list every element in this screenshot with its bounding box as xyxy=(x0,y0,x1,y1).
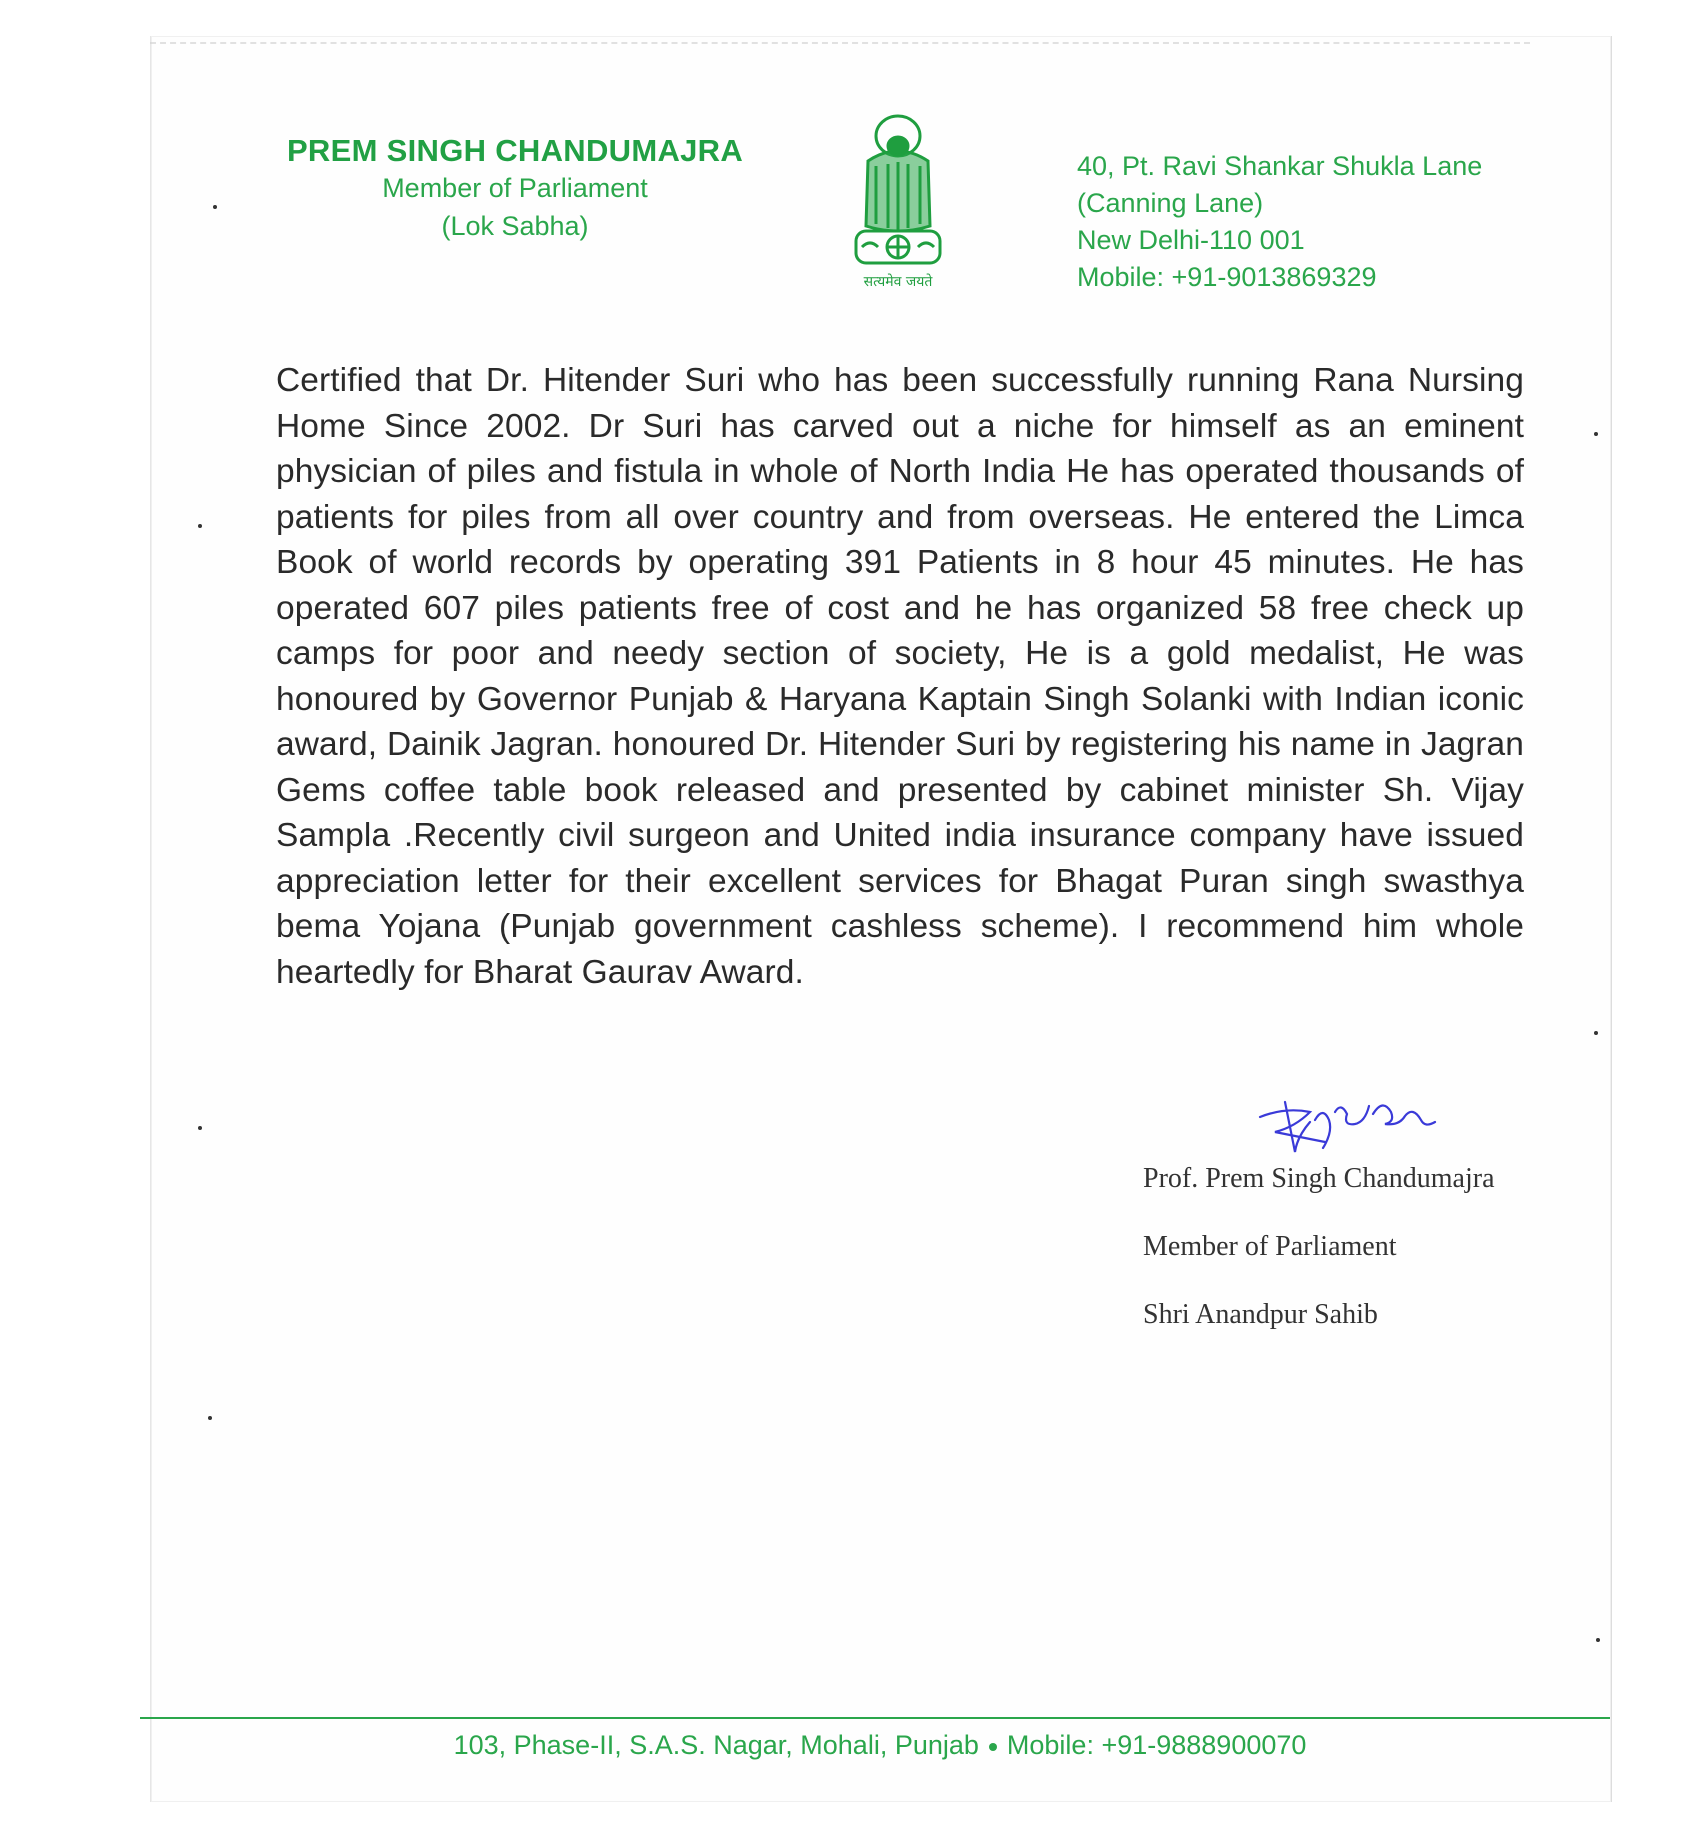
scan-speck xyxy=(1594,432,1598,436)
scan-speck xyxy=(1594,1031,1598,1035)
footer-divider xyxy=(140,1717,1610,1719)
letterhead-footer xyxy=(150,1730,1610,1761)
address-mobile: Mobile: +91-9013869329 xyxy=(1077,262,1377,292)
footer-mobile: Mobile: +91-9888900070 xyxy=(1006,1730,1307,1760)
handwritten-signature xyxy=(1255,1082,1455,1172)
emblem-motto: सत्यमेव जयते xyxy=(863,274,933,290)
footer-address: 103, Phase-II, S.A.S. Nagar, Mohali, Punjab xyxy=(453,1730,979,1760)
sender-title: Member of Parliament xyxy=(382,173,648,203)
signatory-title: Member of Parliament xyxy=(1143,1231,1397,1262)
scan-speck xyxy=(208,1416,212,1420)
signatory-name: Prof. Prem Singh Chandumajra xyxy=(1143,1163,1495,1194)
address-line: 40, Pt. Ravi Shankar Shukla Lane xyxy=(1077,151,1483,181)
certificate-body: Certified that Dr. Hitender Suri who has been successfully running Rana Nursing Home Since 2002. Dr Suri has carved out a niche for himself as an eminent physician of piles and fistula in whole of North India He has operated thousands of patients for piles from all over country and from overseas. He entered the Limca Book of world records by operating 391 Patients in 8 hour 45 minutes. He has operated 607 piles patients free of cost and he has organized 58 free check up camps for poor and needy section of society, He is a gold medalist, He was honoured by Governor Punjab & Haryana Kaptain Singh Solanki with Indian iconic award, Dainik Jagran. honoured Dr. Hitender Suri by registering his name in Jagran Gems coffee table book released and presented by cabinet minister Sh. Vijay Sampla .Recently civil surgeon and United india insurance company have issued appreciation letter for their excellent services for Bhagat Puran singh swasthya bema Yojana (Punjab government cashless scheme). I recommend him whole heartedly for Bharat Gaurav Award. xyxy=(276,362,1524,991)
national-emblem-icon xyxy=(838,106,958,296)
scan-speck xyxy=(198,524,202,528)
letterhead-address xyxy=(1077,148,1637,296)
address-line: (Canning Lane) xyxy=(1077,188,1264,218)
scan-edge xyxy=(150,42,1530,50)
scan-speck xyxy=(1596,1638,1600,1642)
signatory-constituency: Shri Anandpur Sahib xyxy=(1143,1299,1378,1330)
sender-name: PREM SINGH CHANDUMAJRA xyxy=(286,133,744,168)
bullet-icon xyxy=(989,1743,997,1751)
signatory-block xyxy=(1143,1162,1563,1366)
scan-speck xyxy=(213,205,217,209)
letterhead-sender xyxy=(255,133,775,245)
address-line: New Delhi-110 001 xyxy=(1077,225,1305,255)
scan-speck xyxy=(198,1126,202,1130)
sender-house: (Lok Sabha) xyxy=(441,211,589,241)
